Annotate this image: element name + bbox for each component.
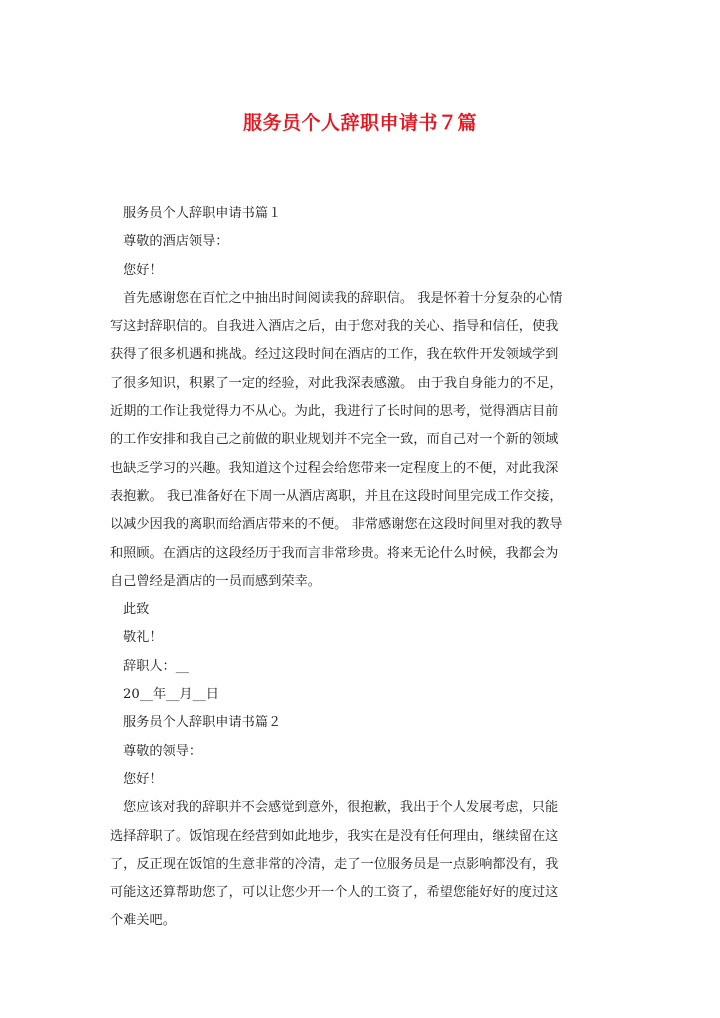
text-line: 以减少因我的离职而给酒店带来的不便。 非常感谢您在这段时间里对我的教导	[110, 517, 563, 533]
text-line: 您应该对我的辞职并不会感觉到意外，很抱歉，我出于个人发展考虑，只能	[123, 800, 559, 816]
text-line: 获得了很多机遇和挑战。经过这段时间在酒店的工作，我在软件开发领域学到	[110, 347, 559, 363]
text-line: 和照顾。在酒店的这段经历于我而言非常珍贵。将来无论什么时候，我都会为	[110, 545, 559, 561]
text-line: 尊敬的领导：	[123, 743, 203, 759]
text-line: 近期的工作让我觉得力不从心。为此，我进行了长时间的思考，觉得酒店目前	[110, 404, 559, 420]
document-body	[110, 200, 615, 936]
text-line: 写这封辞职信的。自我进入酒店之后，由于您对我的关心、指导和信任，使我	[110, 319, 559, 335]
text-line: 您好！	[123, 262, 163, 278]
text-line: 敬礼！	[123, 630, 163, 646]
text-line: 选择辞职了。饭馆现在经营到如此地步，我实在是没有任何理由，继续留在这	[110, 828, 559, 844]
document-title: 服务员个人辞职申请书７篇	[242, 112, 477, 134]
text-line: 您好！	[123, 771, 163, 787]
text-line: 首先感谢您在百忙之中抽出时间阅读我的辞职信。 我是怀着十分复杂的心情	[123, 290, 563, 306]
text-line: 辞职人：__	[123, 658, 189, 674]
text-line: 表抱歉。 我已准备好在下周一从酒店离职，并且在这段时间里完成工作交接，	[110, 488, 563, 504]
text-line: 的工作安排和我自己之前做的职业规划并不完全一致，而自己对一个新的领域	[110, 432, 559, 448]
text-line: 了很多知识，积累了一定的经验，对此我深表感激。 由于我自身能力的不足，	[110, 375, 563, 391]
text-line: 服务员个人辞职申请书篇２	[123, 715, 282, 731]
text-line: 尊敬的酒店领导：	[123, 234, 229, 250]
text-line: 服务员个人辞职申请书篇１	[123, 206, 282, 221]
text-line: 20__年__月__日	[123, 687, 219, 703]
text-line: 个难关吧。	[110, 913, 176, 929]
text-line: 自己曾经是酒店的一员而感到荣幸。	[110, 573, 321, 589]
text-line: 此致	[123, 602, 150, 618]
text-line: 了，反正现在饭馆的生意非常的冷清，走了一位服务员是一点影响都没有，我	[110, 856, 559, 872]
text-line: 可能这还算帮助您了，可以让您少开一个人的工资了，希望您能好好的度过这	[110, 885, 559, 901]
text-line: 也缺乏学习的兴趣。我知道这个过程会给您带来一定程度上的不便，对此我深	[110, 460, 559, 476]
